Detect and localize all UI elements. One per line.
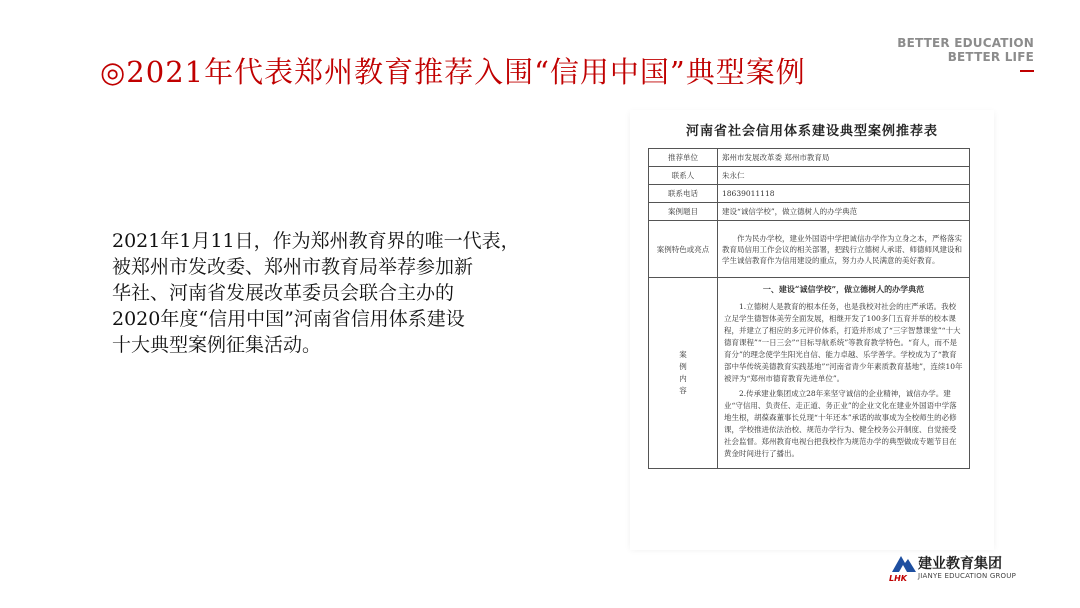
table-row <box>649 278 970 469</box>
form-label: 推荐单位 <box>649 149 718 167</box>
form-value: 18639011118 <box>718 185 970 203</box>
form-label: 案例题目 <box>649 203 718 221</box>
brand-slogan <box>897 36 1034 64</box>
logo-mark: LHK <box>889 574 907 583</box>
jianye-mountain-icon <box>890 552 918 574</box>
form-title: 河南省社会信用体系建设典型案例推荐表 <box>685 124 938 139</box>
content-paragraph: 1.立德树人是教育的根本任务，也是我校对社会的庄严承诺。我校立足学生德智体美劳全面发展，相继开发了100多门五育并举的校本课程，并建立了相应的多元评价体系，打造并形成了“三字智慧课堂”“十大德育课程”“一日三会”“目标导航系统”等教育教学特色。“育人，而不是育分”的理念使学生阳光自信、能力卓越、乐学善学。学校成为了“教育部中华传统美德教育实践基地”“河南省青少年素质教育基地”，连续10年被评为“郑州市德育教育先进单位”。 <box>724 302 963 383</box>
recommendation-form-table <box>648 148 970 469</box>
table-row <box>649 221 970 278</box>
table-row <box>649 149 970 167</box>
form-label: 联系人 <box>649 167 718 185</box>
case-content <box>718 278 970 469</box>
table-row <box>649 185 970 203</box>
recommendation-form-image <box>630 110 994 550</box>
form-label: 联系电话 <box>649 185 718 203</box>
table-row <box>649 167 970 185</box>
body-line: 2020年度“信用中国”河南省信用体系建设 <box>112 308 465 330</box>
brand-slogan-line2: BETTER LIFE <box>947 50 1034 64</box>
body-line: 十大典型案例征集活动。 <box>112 334 322 356</box>
content-section-title: 一、建设“诚信学校”，做立德树人的办学典范 <box>762 284 925 294</box>
features-text: 作为民办学校，建业外国语中学把诚信办学作为立身之本，严格落实教育局信用工作会议的相关部署，把践行立德树人承诺、师德师风建设和学生诚信教育作为信用建设的重点，努力办人民满意的美好教育。 <box>722 233 962 265</box>
page-title: ◎2021年代表郑州教育推荐入围“信用中国”典型案例 <box>100 55 806 89</box>
logo-name-en: JIANYE EDUCATION GROUP <box>918 572 1017 580</box>
body-line: 被郑州市发改委、郑州市教育局举荐参加新 <box>112 256 474 278</box>
body-line: 华社、河南省发展改革委员会联合主办的 <box>112 282 455 304</box>
content-paragraph: 2.传承建业集团成立28年来坚守诚信的企业精神，诚信办学。建业“守信用、负责任、走正道、务正业”的企业文化在建业外国语中学落地生根，胡葆森董事长兑现“十年还本”承诺的故事成为全校师生的必修课，学校推进依法治校、规范办学行为、健全校务公开制度、自觉接受社会监督。郑州教育电视台把我校作为规范办学的典型做成专题节目在黄金时间进行了播出。 <box>724 389 957 458</box>
content-label-char: 内 <box>679 374 687 383</box>
content-label-char: 例 <box>679 362 687 371</box>
content-label-char: 案 <box>679 350 687 359</box>
form-value: 郑州市发展改革委 郑州市教育局 <box>718 149 970 167</box>
table-row <box>649 203 970 221</box>
body-line: 2021年1月11日，作为郑州教育界的唯一代表， <box>112 230 520 252</box>
content-label-char: 容 <box>679 386 687 395</box>
brand-accent-dash <box>1020 70 1034 72</box>
body-paragraph <box>112 228 542 358</box>
form-value: 建设“诚信学校”，做立德树人的办学典范 <box>718 203 970 221</box>
brand-slogan-line1: BETTER EDUCATION <box>897 36 1034 50</box>
form-label: 案例特色或亮点 <box>649 221 718 278</box>
jianye-education-logo <box>888 551 1038 587</box>
form-value: 朱永仁 <box>718 167 970 185</box>
logo-name-cn: 建业教育集团 <box>918 556 1002 572</box>
form-label-content <box>649 278 718 469</box>
form-value <box>718 221 970 278</box>
